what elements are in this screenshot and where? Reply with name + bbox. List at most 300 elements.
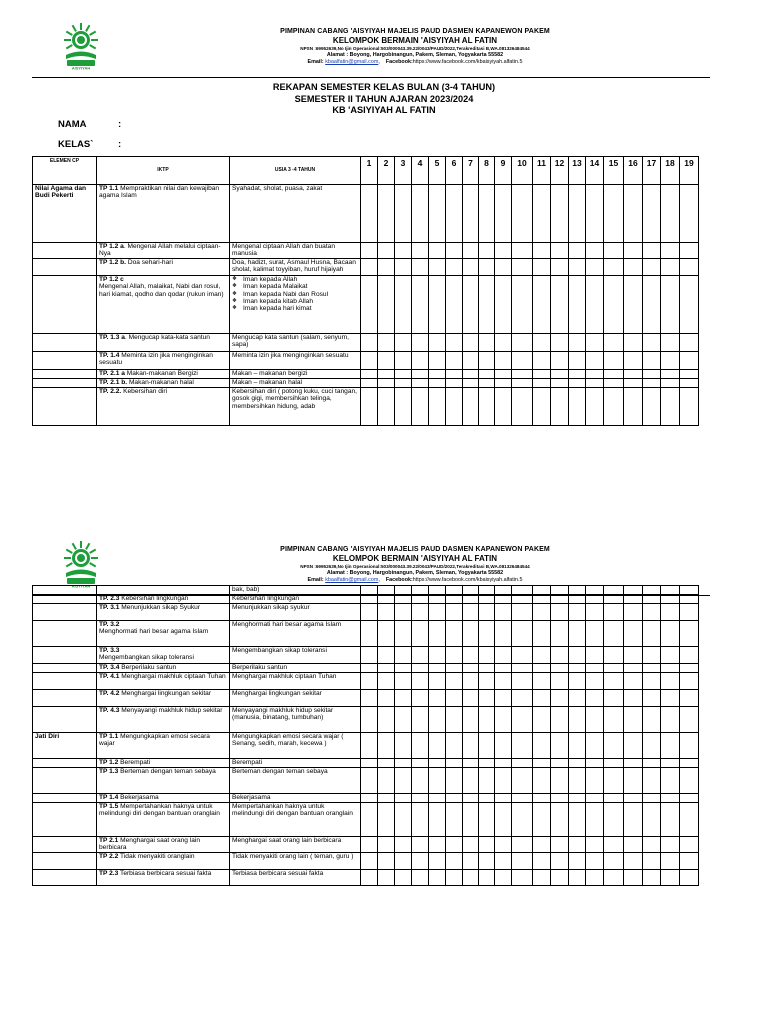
score-cell[interactable] <box>569 275 586 333</box>
score-cell[interactable] <box>569 351 586 369</box>
score-cell[interactable] <box>604 258 624 275</box>
score-cell[interactable] <box>463 870 479 886</box>
score-cell[interactable] <box>551 351 569 369</box>
score-cell[interactable] <box>624 759 643 768</box>
score-cell[interactable] <box>569 664 586 673</box>
score-cell[interactable] <box>361 759 378 768</box>
score-cell[interactable] <box>479 621 495 647</box>
score-cell[interactable] <box>624 369 643 378</box>
score-cell[interactable] <box>463 647 479 664</box>
score-cell[interactable] <box>643 647 661 664</box>
score-cell[interactable] <box>624 595 643 604</box>
score-cell[interactable] <box>412 733 429 759</box>
score-cell[interactable] <box>495 870 512 886</box>
score-cell[interactable] <box>378 759 395 768</box>
score-cell[interactable] <box>361 870 378 886</box>
score-cell[interactable] <box>661 853 680 870</box>
score-cell[interactable] <box>533 387 551 425</box>
score-cell[interactable] <box>446 387 463 425</box>
score-cell[interactable] <box>661 837 680 853</box>
score-cell[interactable] <box>378 673 395 690</box>
score-cell[interactable] <box>680 870 699 886</box>
score-cell[interactable] <box>361 673 378 690</box>
score-cell[interactable] <box>495 604 512 621</box>
score-cell[interactable] <box>586 837 604 853</box>
score-cell[interactable] <box>604 275 624 333</box>
score-cell[interactable] <box>661 586 680 595</box>
score-cell[interactable] <box>463 333 479 351</box>
score-cell[interactable] <box>495 621 512 647</box>
score-cell[interactable] <box>378 387 395 425</box>
score-cell[interactable] <box>479 733 495 759</box>
score-cell[interactable] <box>661 258 680 275</box>
score-cell[interactable] <box>551 604 569 621</box>
score-cell[interactable] <box>495 673 512 690</box>
score-cell[interactable] <box>586 351 604 369</box>
score-cell[interactable] <box>395 794 412 803</box>
score-cell[interactable] <box>429 733 446 759</box>
score-cell[interactable] <box>604 794 624 803</box>
score-cell[interactable] <box>512 595 533 604</box>
score-cell[interactable] <box>533 243 551 259</box>
score-cell[interactable] <box>495 647 512 664</box>
score-cell[interactable] <box>586 369 604 378</box>
score-cell[interactable] <box>378 621 395 647</box>
score-cell[interactable] <box>361 853 378 870</box>
score-cell[interactable] <box>429 243 446 259</box>
score-cell[interactable] <box>661 759 680 768</box>
score-cell[interactable] <box>624 837 643 853</box>
score-cell[interactable] <box>463 369 479 378</box>
score-cell[interactable] <box>395 707 412 733</box>
score-cell[interactable] <box>533 258 551 275</box>
score-cell[interactable] <box>586 794 604 803</box>
score-cell[interactable] <box>512 333 533 351</box>
score-cell[interactable] <box>378 853 395 870</box>
score-cell[interactable] <box>495 387 512 425</box>
score-cell[interactable] <box>429 707 446 733</box>
score-cell[interactable] <box>661 664 680 673</box>
score-cell[interactable] <box>479 258 495 275</box>
score-cell[interactable] <box>586 870 604 886</box>
score-cell[interactable] <box>604 768 624 794</box>
score-cell[interactable] <box>661 733 680 759</box>
score-cell[interactable] <box>395 586 412 595</box>
score-cell[interactable] <box>624 604 643 621</box>
score-cell[interactable] <box>586 803 604 837</box>
score-cell[interactable] <box>395 604 412 621</box>
score-cell[interactable] <box>495 794 512 803</box>
score-cell[interactable] <box>395 351 412 369</box>
score-cell[interactable] <box>551 586 569 595</box>
score-cell[interactable] <box>569 759 586 768</box>
score-cell[interactable] <box>661 803 680 837</box>
score-cell[interactable] <box>661 621 680 647</box>
score-cell[interactable] <box>378 333 395 351</box>
score-cell[interactable] <box>378 351 395 369</box>
score-cell[interactable] <box>661 275 680 333</box>
score-cell[interactable] <box>446 707 463 733</box>
score-cell[interactable] <box>395 369 412 378</box>
score-cell[interactable] <box>533 185 551 243</box>
score-cell[interactable] <box>378 595 395 604</box>
score-cell[interactable] <box>661 185 680 243</box>
score-cell[interactable] <box>463 378 479 387</box>
score-cell[interactable] <box>643 275 661 333</box>
score-cell[interactable] <box>551 378 569 387</box>
score-cell[interactable] <box>378 275 395 333</box>
score-cell[interactable] <box>604 369 624 378</box>
score-cell[interactable] <box>604 664 624 673</box>
score-cell[interactable] <box>512 803 533 837</box>
score-cell[interactable] <box>412 595 429 604</box>
score-cell[interactable] <box>378 369 395 378</box>
score-cell[interactable] <box>395 333 412 351</box>
score-cell[interactable] <box>395 870 412 886</box>
score-cell[interactable] <box>512 768 533 794</box>
score-cell[interactable] <box>463 604 479 621</box>
score-cell[interactable] <box>395 243 412 259</box>
score-cell[interactable] <box>586 387 604 425</box>
score-cell[interactable] <box>624 275 643 333</box>
score-cell[interactable] <box>463 803 479 837</box>
score-cell[interactable] <box>479 759 495 768</box>
score-cell[interactable] <box>479 275 495 333</box>
score-cell[interactable] <box>412 673 429 690</box>
score-cell[interactable] <box>479 664 495 673</box>
score-cell[interactable] <box>604 604 624 621</box>
score-cell[interactable] <box>624 351 643 369</box>
score-cell[interactable] <box>412 690 429 707</box>
score-cell[interactable] <box>512 690 533 707</box>
score-cell[interactable] <box>395 673 412 690</box>
score-cell[interactable] <box>495 733 512 759</box>
score-cell[interactable] <box>643 853 661 870</box>
score-cell[interactable] <box>551 595 569 604</box>
score-cell[interactable] <box>378 243 395 259</box>
score-cell[interactable] <box>512 604 533 621</box>
score-cell[interactable] <box>479 333 495 351</box>
score-cell[interactable] <box>378 185 395 243</box>
score-cell[interactable] <box>551 647 569 664</box>
score-cell[interactable] <box>412 707 429 733</box>
score-cell[interactable] <box>680 387 699 425</box>
score-cell[interactable] <box>604 387 624 425</box>
score-cell[interactable] <box>361 604 378 621</box>
score-cell[interactable] <box>624 673 643 690</box>
score-cell[interactable] <box>551 258 569 275</box>
score-cell[interactable] <box>429 853 446 870</box>
score-cell[interactable] <box>378 707 395 733</box>
score-cell[interactable] <box>643 586 661 595</box>
score-cell[interactable] <box>569 621 586 647</box>
score-cell[interactable] <box>586 378 604 387</box>
score-cell[interactable] <box>680 185 699 243</box>
score-cell[interactable] <box>569 837 586 853</box>
score-cell[interactable] <box>495 803 512 837</box>
score-cell[interactable] <box>412 387 429 425</box>
score-cell[interactable] <box>551 853 569 870</box>
score-cell[interactable] <box>643 378 661 387</box>
score-cell[interactable] <box>551 673 569 690</box>
score-cell[interactable] <box>463 768 479 794</box>
score-cell[interactable] <box>429 690 446 707</box>
score-cell[interactable] <box>586 768 604 794</box>
score-cell[interactable] <box>429 351 446 369</box>
score-cell[interactable] <box>412 378 429 387</box>
score-cell[interactable] <box>680 369 699 378</box>
score-cell[interactable] <box>378 258 395 275</box>
score-cell[interactable] <box>463 759 479 768</box>
score-cell[interactable] <box>586 759 604 768</box>
score-cell[interactable] <box>551 707 569 733</box>
score-cell[interactable] <box>361 621 378 647</box>
score-cell[interactable] <box>495 664 512 673</box>
score-cell[interactable] <box>495 586 512 595</box>
score-cell[interactable] <box>624 387 643 425</box>
score-cell[interactable] <box>479 673 495 690</box>
score-cell[interactable] <box>680 759 699 768</box>
score-cell[interactable] <box>479 870 495 886</box>
score-cell[interactable] <box>569 733 586 759</box>
score-cell[interactable] <box>680 768 699 794</box>
score-cell[interactable] <box>512 647 533 664</box>
score-cell[interactable] <box>569 794 586 803</box>
score-cell[interactable] <box>680 690 699 707</box>
score-cell[interactable] <box>446 351 463 369</box>
score-cell[interactable] <box>551 664 569 673</box>
score-cell[interactable] <box>551 185 569 243</box>
score-cell[interactable] <box>412 647 429 664</box>
score-cell[interactable] <box>551 369 569 378</box>
score-cell[interactable] <box>512 387 533 425</box>
score-cell[interactable] <box>661 243 680 259</box>
score-cell[interactable] <box>479 690 495 707</box>
score-cell[interactable] <box>429 387 446 425</box>
score-cell[interactable] <box>361 378 378 387</box>
score-cell[interactable] <box>643 351 661 369</box>
score-cell[interactable] <box>463 586 479 595</box>
score-cell[interactable] <box>412 243 429 259</box>
score-cell[interactable] <box>361 258 378 275</box>
score-cell[interactable] <box>495 243 512 259</box>
score-cell[interactable] <box>395 759 412 768</box>
score-cell[interactable] <box>361 333 378 351</box>
score-cell[interactable] <box>604 351 624 369</box>
score-cell[interactable] <box>395 803 412 837</box>
score-cell[interactable] <box>479 369 495 378</box>
score-cell[interactable] <box>463 690 479 707</box>
facebook-link[interactable]: https://www.facebook.com/kbaisyiyah.alfatin.5 <box>412 59 523 65</box>
score-cell[interactable] <box>378 733 395 759</box>
score-cell[interactable] <box>680 837 699 853</box>
score-cell[interactable] <box>429 369 446 378</box>
score-cell[interactable] <box>463 664 479 673</box>
score-cell[interactable] <box>661 673 680 690</box>
score-cell[interactable] <box>551 387 569 425</box>
score-cell[interactable] <box>604 837 624 853</box>
score-cell[interactable] <box>569 647 586 664</box>
score-cell[interactable] <box>661 333 680 351</box>
score-cell[interactable] <box>446 768 463 794</box>
score-cell[interactable] <box>680 647 699 664</box>
score-cell[interactable] <box>446 604 463 621</box>
score-cell[interactable] <box>395 258 412 275</box>
score-cell[interactable] <box>361 707 378 733</box>
score-cell[interactable] <box>463 673 479 690</box>
score-cell[interactable] <box>446 595 463 604</box>
score-cell[interactable] <box>446 185 463 243</box>
score-cell[interactable] <box>604 803 624 837</box>
score-cell[interactable] <box>463 707 479 733</box>
score-cell[interactable] <box>378 837 395 853</box>
score-cell[interactable] <box>479 185 495 243</box>
score-cell[interactable] <box>463 837 479 853</box>
score-cell[interactable] <box>624 586 643 595</box>
score-cell[interactable] <box>463 794 479 803</box>
score-cell[interactable] <box>495 690 512 707</box>
score-cell[interactable] <box>446 378 463 387</box>
score-cell[interactable] <box>661 604 680 621</box>
score-cell[interactable] <box>479 794 495 803</box>
score-cell[interactable] <box>512 275 533 333</box>
score-cell[interactable] <box>551 690 569 707</box>
score-cell[interactable] <box>395 275 412 333</box>
score-cell[interactable] <box>361 733 378 759</box>
score-cell[interactable] <box>361 586 378 595</box>
score-cell[interactable] <box>569 870 586 886</box>
score-cell[interactable] <box>680 664 699 673</box>
score-cell[interactable] <box>569 768 586 794</box>
score-cell[interactable] <box>604 647 624 664</box>
score-cell[interactable] <box>412 837 429 853</box>
score-cell[interactable] <box>495 595 512 604</box>
score-cell[interactable] <box>533 586 551 595</box>
score-cell[interactable] <box>551 768 569 794</box>
score-cell[interactable] <box>412 768 429 794</box>
score-cell[interactable] <box>661 647 680 664</box>
score-cell[interactable] <box>378 803 395 837</box>
score-cell[interactable] <box>361 351 378 369</box>
score-cell[interactable] <box>533 664 551 673</box>
score-cell[interactable] <box>624 853 643 870</box>
score-cell[interactable] <box>586 853 604 870</box>
score-cell[interactable] <box>643 803 661 837</box>
score-cell[interactable] <box>680 595 699 604</box>
score-cell[interactable] <box>446 690 463 707</box>
score-cell[interactable] <box>361 387 378 425</box>
score-cell[interactable] <box>463 258 479 275</box>
score-cell[interactable] <box>551 837 569 853</box>
score-cell[interactable] <box>429 794 446 803</box>
score-cell[interactable] <box>463 185 479 243</box>
score-cell[interactable] <box>446 369 463 378</box>
score-cell[interactable] <box>643 243 661 259</box>
score-cell[interactable] <box>361 690 378 707</box>
score-cell[interactable] <box>512 621 533 647</box>
score-cell[interactable] <box>512 733 533 759</box>
score-cell[interactable] <box>624 621 643 647</box>
score-cell[interactable] <box>412 333 429 351</box>
score-cell[interactable] <box>412 870 429 886</box>
score-cell[interactable] <box>512 369 533 378</box>
score-cell[interactable] <box>604 333 624 351</box>
score-cell[interactable] <box>429 803 446 837</box>
score-cell[interactable] <box>429 378 446 387</box>
score-cell[interactable] <box>569 673 586 690</box>
score-cell[interactable] <box>395 378 412 387</box>
score-cell[interactable] <box>395 733 412 759</box>
score-cell[interactable] <box>604 870 624 886</box>
score-cell[interactable] <box>395 595 412 604</box>
score-cell[interactable] <box>586 595 604 604</box>
score-cell[interactable] <box>463 621 479 647</box>
score-cell[interactable] <box>680 794 699 803</box>
score-cell[interactable] <box>680 621 699 647</box>
score-cell[interactable] <box>533 647 551 664</box>
score-cell[interactable] <box>569 243 586 259</box>
score-cell[interactable] <box>512 185 533 243</box>
score-cell[interactable] <box>479 378 495 387</box>
score-cell[interactable] <box>412 794 429 803</box>
score-cell[interactable] <box>378 664 395 673</box>
score-cell[interactable] <box>604 586 624 595</box>
score-cell[interactable] <box>551 803 569 837</box>
score-cell[interactable] <box>551 794 569 803</box>
score-cell[interactable] <box>479 803 495 837</box>
score-cell[interactable] <box>463 595 479 604</box>
score-cell[interactable] <box>643 673 661 690</box>
score-cell[interactable] <box>463 853 479 870</box>
score-cell[interactable] <box>479 837 495 853</box>
score-cell[interactable] <box>495 759 512 768</box>
score-cell[interactable] <box>533 333 551 351</box>
score-cell[interactable] <box>429 759 446 768</box>
score-cell[interactable] <box>429 870 446 886</box>
score-cell[interactable] <box>395 837 412 853</box>
score-cell[interactable] <box>395 387 412 425</box>
score-cell[interactable] <box>680 258 699 275</box>
score-cell[interactable] <box>680 733 699 759</box>
score-cell[interactable] <box>586 690 604 707</box>
score-cell[interactable] <box>533 759 551 768</box>
score-cell[interactable] <box>446 759 463 768</box>
score-cell[interactable] <box>624 794 643 803</box>
score-cell[interactable] <box>361 647 378 664</box>
score-cell[interactable] <box>446 275 463 333</box>
score-cell[interactable] <box>661 690 680 707</box>
score-cell[interactable] <box>412 604 429 621</box>
score-cell[interactable] <box>551 275 569 333</box>
score-cell[interactable] <box>512 586 533 595</box>
score-cell[interactable] <box>479 647 495 664</box>
score-cell[interactable] <box>533 707 551 733</box>
score-cell[interactable] <box>551 243 569 259</box>
score-cell[interactable] <box>569 690 586 707</box>
score-cell[interactable] <box>479 707 495 733</box>
score-cell[interactable] <box>604 621 624 647</box>
score-cell[interactable] <box>586 258 604 275</box>
score-cell[interactable] <box>680 586 699 595</box>
score-cell[interactable] <box>512 707 533 733</box>
score-cell[interactable] <box>661 794 680 803</box>
score-cell[interactable] <box>569 586 586 595</box>
score-cell[interactable] <box>604 185 624 243</box>
score-cell[interactable] <box>586 733 604 759</box>
score-cell[interactable] <box>512 759 533 768</box>
score-cell[interactable] <box>378 647 395 664</box>
score-cell[interactable] <box>661 369 680 378</box>
